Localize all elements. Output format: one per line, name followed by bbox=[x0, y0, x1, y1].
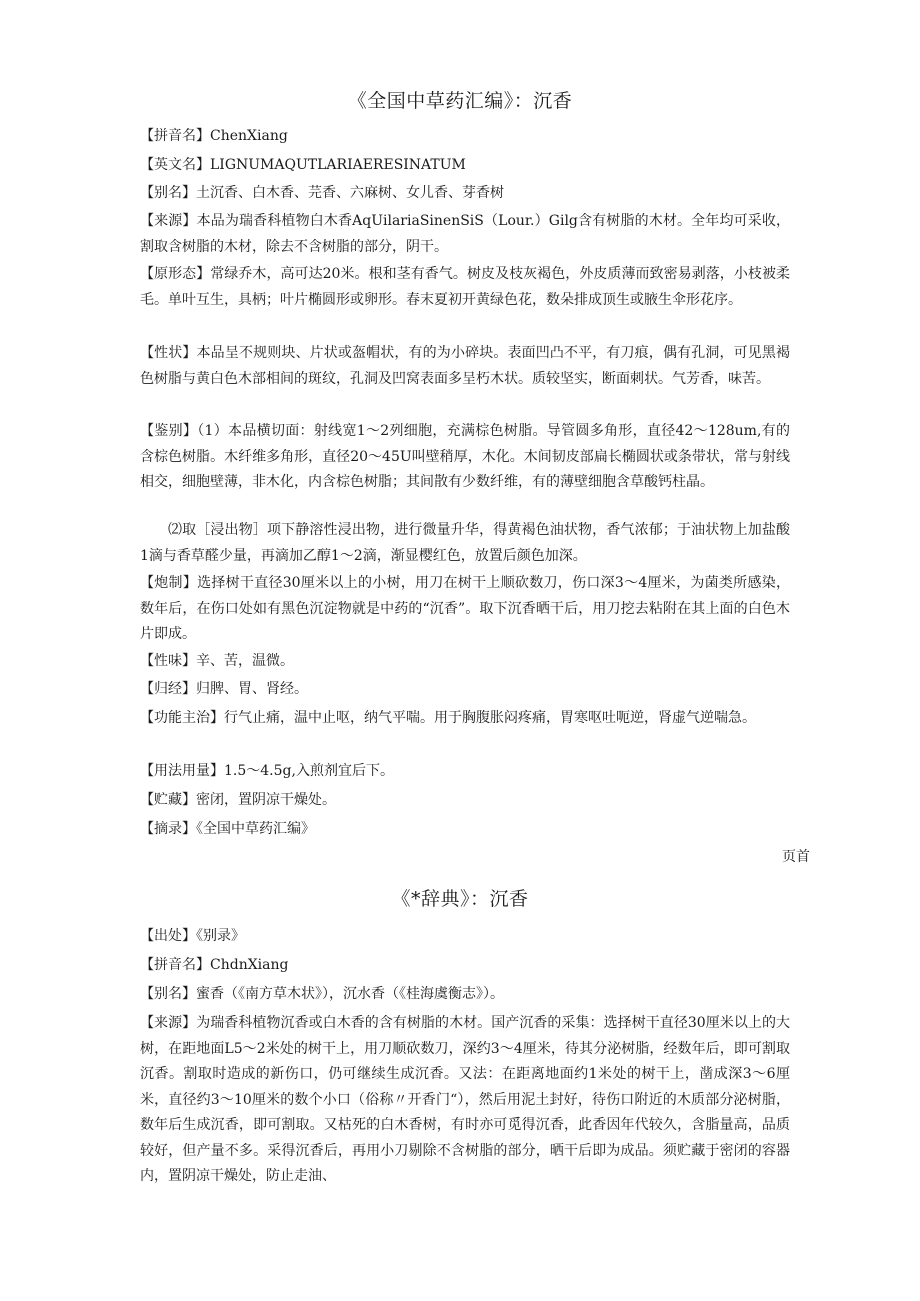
entry-text: 行气止痛，温中止呕，纳气平喘。用于胸腹胀闷疼痛，胃寒呕吐呃逆，肾虚气逆喘急。 bbox=[224, 710, 756, 726]
entry-text: 本品呈不规则块、片状或盔帽状，有的为小碎块。表面凹凸不平，有刀痕，偶有孔洞，可见黑褐色树脂与黄白色木部相间的斑纹，孔洞及凹窝表面多呈朽木状。质较坚实，断面刺状。气芳香，味苦。 bbox=[140, 345, 791, 387]
entry-alias-2 bbox=[140, 982, 790, 1008]
entry-identification bbox=[140, 419, 790, 496]
entry-label: 【功能主治】 bbox=[140, 710, 224, 726]
entry-label: 【归经】 bbox=[140, 681, 196, 697]
entry-pinyin bbox=[140, 124, 790, 150]
entry-label: 【来源】 bbox=[140, 213, 197, 229]
entry-label: 【别名】 bbox=[140, 185, 196, 201]
entry-label: 【性状】 bbox=[140, 345, 197, 361]
entry-text: 蜜香（《南方草木状》），沉水香（《桂海虞衡志》）。 bbox=[196, 986, 504, 1002]
entry-label: 【用法用量】 bbox=[140, 763, 224, 779]
entry-text: 1.5～4.5g,入煎剂宜后下。 bbox=[224, 763, 394, 779]
entry-label: 【拼音名】 bbox=[140, 128, 210, 144]
entry-label: 【原形态】 bbox=[140, 266, 211, 282]
entry-text: LIGNUMAQUTLARIAERESINATUM bbox=[210, 157, 466, 173]
entry-text: ChdnXiang bbox=[210, 957, 289, 973]
entry-label: 【性味】 bbox=[140, 653, 196, 669]
entry-text: 归脾、胃、肾经。 bbox=[196, 681, 308, 697]
entry-excerpt bbox=[140, 817, 790, 843]
entry-alias bbox=[140, 181, 790, 207]
entry-label: 【鉴别】 bbox=[140, 423, 198, 439]
entry-processing bbox=[140, 571, 790, 648]
section1-title: 《全国中草药汇编》：沉香 bbox=[347, 90, 573, 112]
entry-label: 【别名】 bbox=[140, 986, 196, 1002]
entry-label: 【来源】 bbox=[140, 1015, 197, 1031]
entry-source bbox=[140, 209, 790, 260]
entry-text: 常绿乔木，高可达20米。根和茎有香气。树皮及枝灰褐色，外皮质薄而致密易剥落，小枝被柔毛。单叶互生，具柄；叶片椭圆形或卵形。春末夏初开黄绿色花，数朵排成顶生或腋生伞形花序。 bbox=[140, 266, 791, 308]
entry-origin bbox=[140, 924, 790, 950]
entry-source-2 bbox=[140, 1011, 790, 1190]
entry-pinyin-2 bbox=[140, 953, 790, 979]
entry-text: 选择树干直径30厘米以上的小树，用刀在树干上顺砍数刀，伤口深3～4厘米，为菌类所感染，数年后，在伤口处如有黑色沉淀物就是中药的“沉香”。取下沉香晒干后，用刀挖去粘附在其上面的白色木片即成。 bbox=[140, 575, 790, 642]
entry-label: 【贮藏】 bbox=[140, 792, 196, 808]
entry-text: 《全国中草药汇编》 bbox=[196, 821, 315, 837]
entry-label: 【出处】 bbox=[140, 928, 196, 944]
page-top-link[interactable]: 页首 bbox=[782, 849, 810, 865]
entry-morphology bbox=[140, 262, 790, 313]
entry-label: 【炮制】 bbox=[140, 575, 198, 591]
entry-label: 【拼音名】 bbox=[140, 957, 210, 973]
entry-taste bbox=[140, 649, 790, 675]
entry-text: 本品为瑞香科植物白木香AqUilariaSinenSiS（Lour.）Gilg含有树脂的木材。全年均可采收，割取含树脂的木材，除去不含树脂的部分，阴干。 bbox=[140, 213, 791, 255]
entry-storage bbox=[140, 788, 790, 814]
entry-character bbox=[140, 341, 790, 392]
entry-label: 【英文名】 bbox=[140, 157, 210, 173]
entry-text: ChenXiang bbox=[210, 128, 288, 144]
entry-identification-2 bbox=[140, 518, 790, 569]
entry-english-name bbox=[140, 153, 790, 179]
entry-text: 土沉香、白木香、芫香、六麻树、女儿香、芽香树 bbox=[196, 185, 504, 201]
entry-text: 密闭，置阴凉干燥处。 bbox=[196, 792, 336, 808]
entry-text: 《别录》 bbox=[196, 928, 245, 944]
section2-title: 《*辞典》：沉香 bbox=[391, 888, 529, 910]
entry-function bbox=[140, 706, 790, 732]
entry-dosage bbox=[140, 759, 790, 785]
entry-text: 辛、苦，温微。 bbox=[196, 653, 294, 669]
entry-label: 【摘录】 bbox=[140, 821, 196, 837]
entry-text: （1）本品横切面：射线宽1～2列细胞，充满棕色树脂。导管圆多角形，直径42～128um,有的含棕色树脂。木纤维多角形，直径20～45U叫壁稍厚，木化。木间韧皮部扁长椭圆状或条带状，常与射线相交，细胞壁薄，非木化，内含棕色树脂；其间散有少数纤维，有的薄壁细胞含草酸钙柱晶。 bbox=[140, 423, 791, 490]
entry-text: 为瑞香科植物沉香或白木香的含有树脂的木材。国产沉香的采集：选择树干直径30厘米以上的大树，在距地面L5～2米处的树干上，用刀顺砍数刀，深约3～4厘米，待其分泌树脂，经数年后，即可割取沉香。割取时造成的新伤口，仍可继续生成沉香。又法：在距离地面约1米处的树干上，凿成深3～6厘米，直径约3～10厘米的数个小口（俗称〃开香门“），然后用泥土封好，待伤口附近的木质部分泌树脂，数年后生成沉香，即可割取。又枯死的白木香树，有时亦可觅得沉香，此香因年代较久，含脂量高，品质较好，但产量不多。采得沉香后，再用小刀剔除不含树脂的部分，晒干后即为成品。须贮藏于密闭的容器内，置阴凉干燥处，防止走油、 bbox=[140, 1015, 791, 1184]
entry-text: ⑵取［浸出物］项下静溶性浸出物，进行微量升华，得黄褐色油状物，香气浓郁；于油状物上加盐酸1滴与香草醛少量，再滴加乙醇1～2滴，渐显樱红色，放置后颜色加深。 bbox=[140, 522, 790, 564]
entry-meridian bbox=[140, 677, 790, 703]
